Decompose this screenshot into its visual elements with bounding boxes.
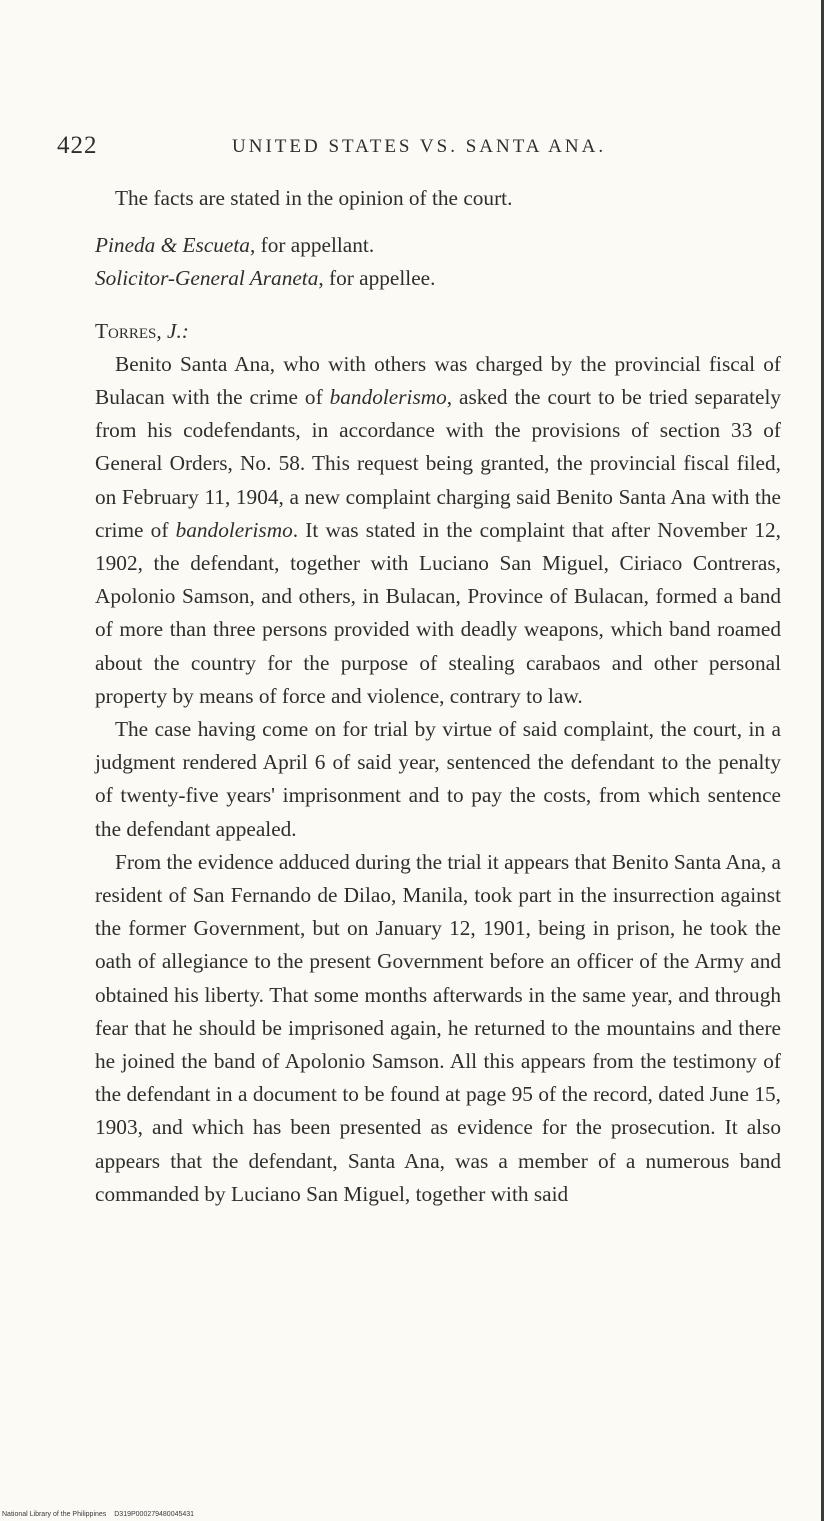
footer-code: D319P000279480045431 bbox=[114, 1511, 195, 1518]
appellant-counsel-names: Pineda & Escueta bbox=[95, 233, 250, 258]
paragraph-1-italic-term-1: bandolerismo bbox=[329, 385, 447, 410]
paragraph-1-text-c: , asked the court to be tried separately from his codefendants, in accordance with the provisions of section 33 of General Orders, No. 58. This request being granted, the provincial fiscal filed, on February 11, 1904, a new complaint charging said Benito Santa Ana with the crime of bbox=[95, 385, 782, 542]
counsel-appellee bbox=[95, 262, 781, 295]
paragraph-1-text-a: Benito Santa Ana, who with others was charged by the provincial fiscal of Bulacan with the crime of bbox=[95, 351, 781, 410]
paragraph-1-text-e: . It was stated in the complaint that after November 12, 1902, the defendant, together with Luciano San Miguel, Ciriaco Contreras, Apolonio Samson, and others, in Bulacan, Province of Bulacan, formed a band of more than three persons provided with deadly weapons, which band roamed about the country for the purpose of stealing carabaos and other personal property by means of force and violence, contrary to law. bbox=[95, 517, 781, 708]
justice-suffix: , J.: bbox=[156, 318, 189, 343]
paragraph-2: The case having come on for trial by virtue of said complaint, the court, in a judgment rendered April 6 of said year, sentenced the defendant to the penalty of twenty-five years' imprisonment and to pay the costs, from which sentence the defendant appealed. bbox=[95, 717, 781, 841]
facts-line: The facts are stated in the opinion of the court. bbox=[115, 186, 513, 210]
page-header bbox=[57, 132, 777, 172]
body-text bbox=[95, 180, 781, 1211]
appellee-role: , for appellee. bbox=[318, 266, 436, 291]
paragraph-1 bbox=[95, 348, 781, 713]
scan-footer bbox=[2, 1511, 200, 1518]
footer-library: National Library of the Philippines bbox=[2, 1511, 107, 1518]
running-title: UNITED STATES VS. SANTA ANA. bbox=[232, 136, 607, 157]
counsel-appellant bbox=[95, 229, 781, 262]
page-number: 422 bbox=[57, 132, 98, 159]
appellee-counsel-names: Solicitor-General Araneta bbox=[95, 266, 319, 291]
paragraph-3: From the evidence adduced during the trial it appears that Benito Santa Ana, a resident of San Fernando de Dilao, Manila, took part in the insurrection against the former Government, but on January 12, 1901, being in prison, he took the oath of allegiance to the present Government before an officer of the Army and obtained his liberty. That some months afterwards in the same year, and through fear that he should be imprisoned again, he returned to the mountains and there he joined the band of Apolonio Samson. All this appears from the testimony of the defendant in a document to be found at page 95 of the record, dated June 15, 1903, and which has been presented as evidence for the prosecution. It also appears that the defendant, Santa Ana, was a member of a numerous band commanded by Luciano San Miguel, together with said bbox=[95, 849, 781, 1206]
justice-name: Torres bbox=[95, 318, 157, 343]
justice-line bbox=[95, 315, 781, 348]
paragraph-1-italic-term-2: bandolerismo bbox=[175, 517, 293, 542]
appellant-role: , for appellant. bbox=[249, 233, 375, 258]
